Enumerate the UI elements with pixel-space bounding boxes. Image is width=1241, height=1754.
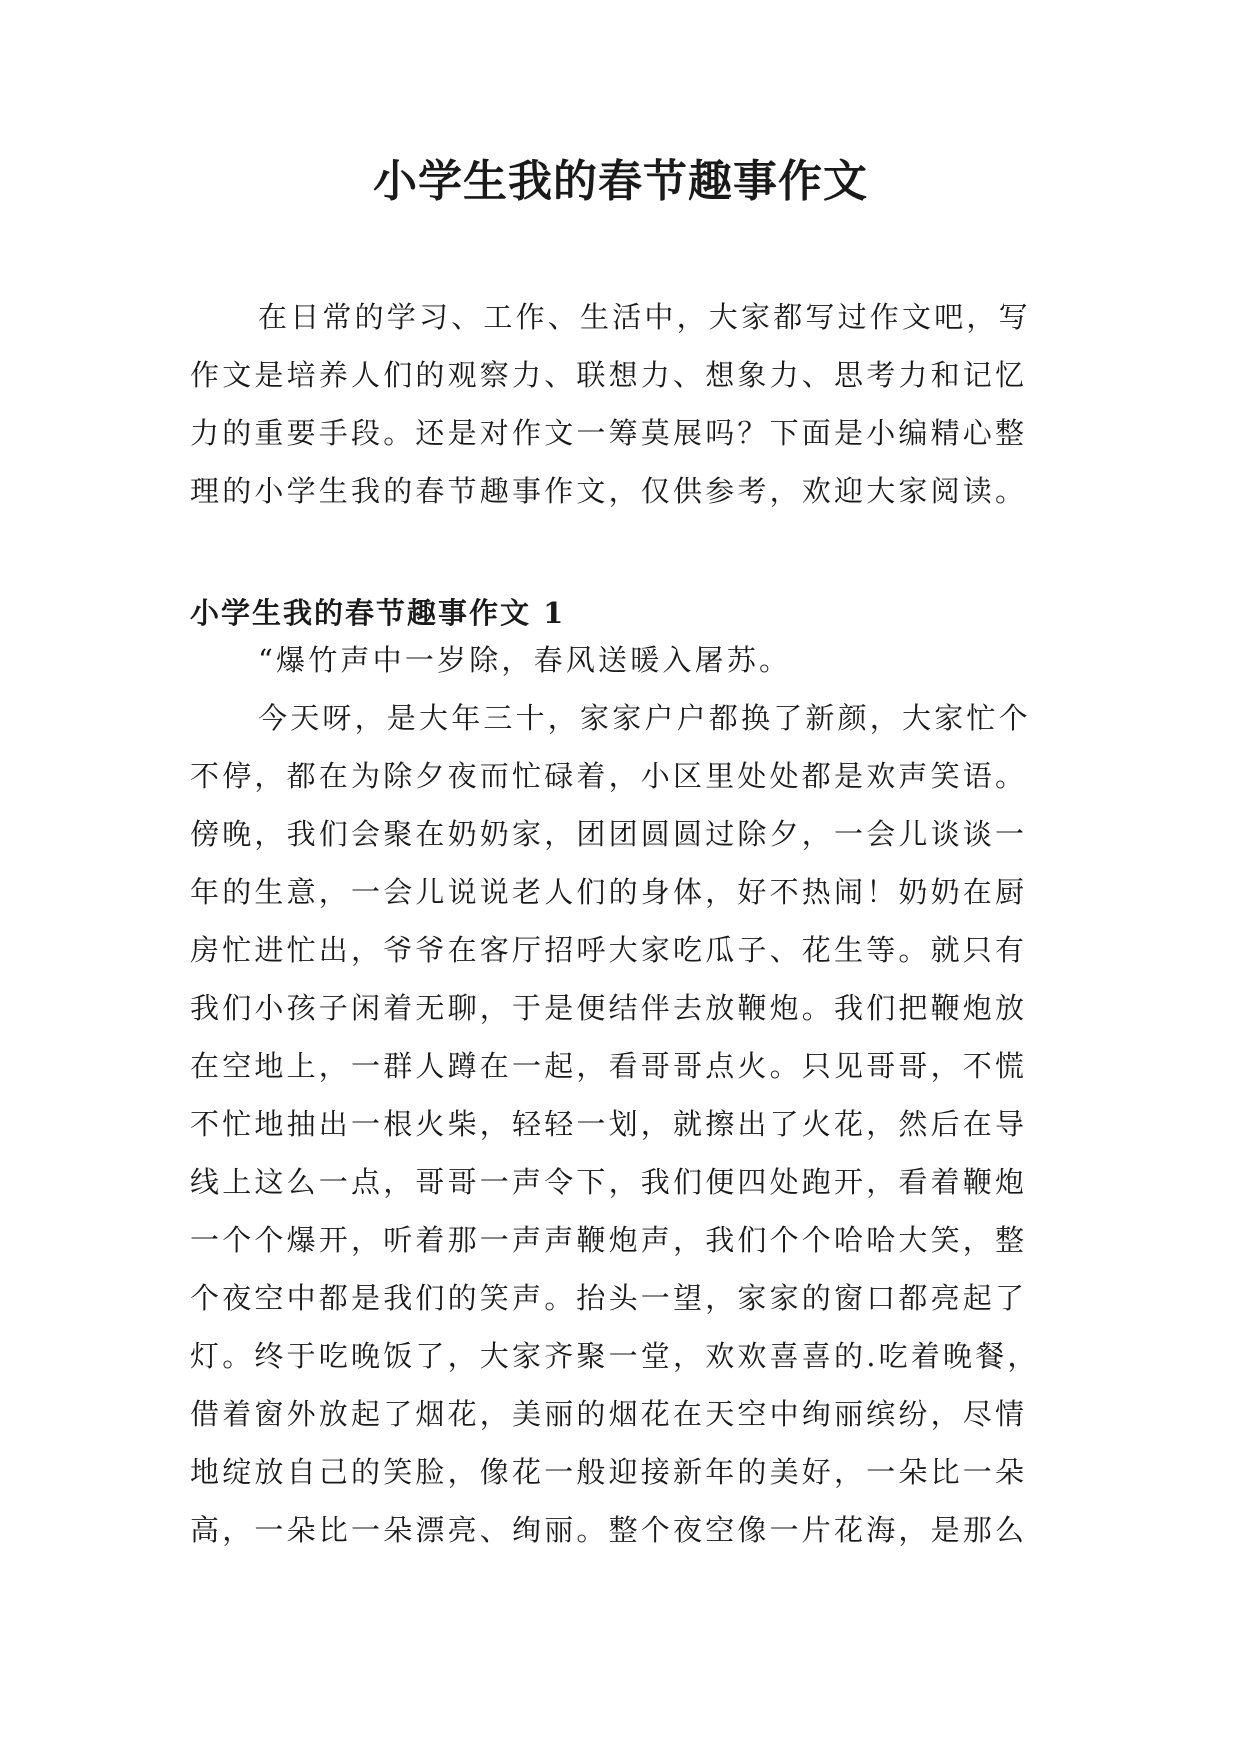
essay-line: 在空地上，一群人蹲在一起，看哥哥点火。只见哥哥，不慌 (190, 1049, 1028, 1083)
intro-line: 力的重要手段。还是对作文一筹莫展吗？下面是小编精心整 (190, 416, 1028, 450)
essay-line: 个夜空中都是我们的笑声。抬头一望，家家的窗口都亮起了 (190, 1281, 1028, 1315)
essay-line: 年的生意，一会儿说说老人们的身体，好不热闹！奶奶在厨 (190, 875, 1028, 909)
intro-line: 在日常的学习、工作、生活中，大家都写过作文吧，写 (258, 300, 1031, 334)
poem-line: “爆竹声中一岁除，春风送暖入屠苏。 (258, 643, 792, 677)
essay-line: 借着窗外放起了烟花，美丽的烟花在天空中绚丽缤纷，尽情 (190, 1397, 1028, 1431)
essay-line: 灯。终于吃晚饭了，大家齐聚一堂，欢欢喜喜的.吃着晚餐， (190, 1339, 1040, 1373)
essay-line: 线上这么一点，哥哥一声令下，我们便四处跑开，看着鞭炮 (190, 1165, 1028, 1199)
essay-line: 不忙地抽出一根火柴，轻轻一划，就擦出了火花，然后在导 (190, 1107, 1028, 1141)
essay-body (190, 631, 1070, 1559)
essay-line: 傍晚，我们会聚在奶奶家，团团圆圆过除夕，一会儿谈谈一 (190, 817, 1028, 851)
essay-line: 地绽放自己的笑脸，像花一般迎接新年的美好，一朵比一朵 (190, 1455, 1028, 1489)
essay-line: 高，一朵比一朵漂亮、绚丽。整个夜空像一片花海，是那么 (190, 1513, 1028, 1547)
essay-line: 房忙进忙出，爷爷在客厅招呼大家吃瓜子、花生等。就只有 (190, 933, 1028, 967)
essay-line: 一个个爆开，听着那一声声鞭炮声，我们个个哈哈大笑，整 (190, 1223, 1028, 1257)
essay-line: 不停，都在为除夕夜而忙碌着，小区里处处都是欢声笑语。 (190, 759, 1028, 793)
document-title: 小学生我的春节趣事作文 (373, 156, 868, 207)
intro-line: 理的小学生我的春节趣事作文，仅供参考，欢迎大家阅读。 (190, 474, 1028, 508)
essay-line: 今天呀，是大年三十，家家户户都换了新颜，大家忙个 (258, 701, 1031, 735)
intro-paragraph (190, 288, 1070, 520)
intro-line: 作文是培养人们的观察力、联想力、想象力、思考力和记忆 (190, 358, 1028, 392)
essay-line: 我们小孩子闲着无聊，于是便结伴去放鞭炮。我们把鞭炮放 (190, 991, 1028, 1025)
section-heading: 小学生我的春节趣事作文 1 (190, 596, 566, 630)
